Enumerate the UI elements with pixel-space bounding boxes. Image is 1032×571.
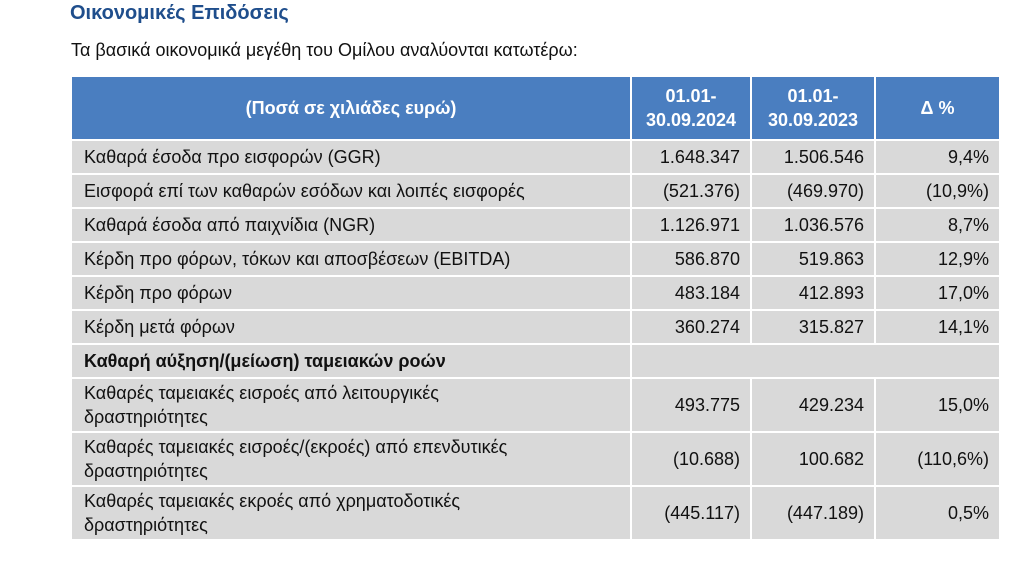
value-2024: 1.648.347 (632, 139, 752, 173)
value-delta: 9,4% (876, 139, 999, 173)
row-label-line1: Καθαρές ταμειακές εισροές από λειτουργικές (84, 383, 439, 403)
value-delta: 12,9% (876, 241, 999, 275)
section-title: Καθαρή αύξηση/(μείωση) ταμειακών ροών (72, 343, 632, 377)
value-delta: 15,0% (876, 377, 999, 431)
value-2024: 586.870 (632, 241, 752, 275)
row-label: Καθαρά έσοδα από παιχνίδια (NGR) (72, 207, 632, 241)
header-period-2023-line2: 30.09.2023 (767, 110, 859, 130)
row-label-line1: Καθαρές ταμειακές εισροές/(εκροές) από επενδυτικές (84, 437, 508, 457)
table-row (72, 309, 999, 343)
header-period-2023-line1: 01.01- (787, 86, 839, 106)
value-2024: 483.184 (632, 275, 752, 309)
value-2023: 1.506.546 (752, 139, 876, 173)
value-2023: 429.234 (752, 377, 876, 431)
row-label: Καθαρά έσοδα προ εισφορών (GGR) (72, 139, 632, 173)
row-label (72, 485, 632, 539)
section-row (72, 343, 999, 377)
value-delta: (110,6%) (876, 431, 999, 485)
row-label (72, 431, 632, 485)
row-label-line2: δραστηριότητες (84, 515, 208, 535)
page-subtitle: Τα βασικά οικονομικά μεγέθη του Ομίλου αναλύονται κατωτέρω: (71, 40, 578, 60)
header-period-2024-line1: 01.01- (665, 86, 717, 106)
value-2023: (447.189) (752, 485, 876, 539)
header-delta: Δ % (876, 77, 999, 139)
value-delta: 17,0% (876, 275, 999, 309)
row-label: Κέρδη μετά φόρων (72, 309, 632, 343)
value-2023: 1.036.576 (752, 207, 876, 241)
value-2024: 360.274 (632, 309, 752, 343)
value-delta: 14,1% (876, 309, 999, 343)
value-2023: 412.893 (752, 275, 876, 309)
value-2023: (469.970) (752, 173, 876, 207)
value-delta: 8,7% (876, 207, 999, 241)
table-row (72, 207, 999, 241)
value-2024: (445.117) (632, 485, 752, 539)
value-delta: 0,5% (876, 485, 999, 539)
value-2023: 100.682 (752, 431, 876, 485)
row-label: Εισφορά επί των καθαρών εσόδων και λοιπές εισφορές (72, 173, 632, 207)
header-period-2024-line2: 30.09.2024 (645, 110, 737, 130)
row-label (72, 377, 632, 431)
value-2023: 315.827 (752, 309, 876, 343)
value-2024: 1.126.971 (632, 207, 752, 241)
value-2024: 493.775 (632, 377, 752, 431)
table-row (72, 139, 999, 173)
table-row (72, 173, 999, 207)
row-label-line2: δραστηριότητες (84, 407, 208, 427)
value-delta: (10,9%) (876, 173, 999, 207)
page-title: Οικονομικές Επιδόσεις (70, 2, 289, 24)
table-row (72, 275, 999, 309)
table-row (72, 485, 999, 539)
row-label: Κέρδη προ φόρων, τόκων και αποσβέσεων (EBITDA) (72, 241, 632, 275)
table-row (72, 377, 999, 431)
header-period-2023 (752, 77, 876, 139)
value-2023: 519.863 (752, 241, 876, 275)
row-label-line2: δραστηριότητες (84, 461, 208, 481)
row-label-line1: Καθαρές ταμειακές εκροές από χρηματοδοτικές (84, 491, 461, 511)
financial-table (72, 77, 999, 539)
value-2024: (521.376) (632, 173, 752, 207)
header-period-2024 (632, 77, 752, 139)
value-2024: (10.688) (632, 431, 752, 485)
header-amounts: (Ποσά σε χιλιάδες ευρώ) (72, 77, 632, 139)
section-blank (632, 343, 999, 377)
table-row (72, 431, 999, 485)
row-label: Κέρδη προ φόρων (72, 275, 632, 309)
table-row (72, 241, 999, 275)
